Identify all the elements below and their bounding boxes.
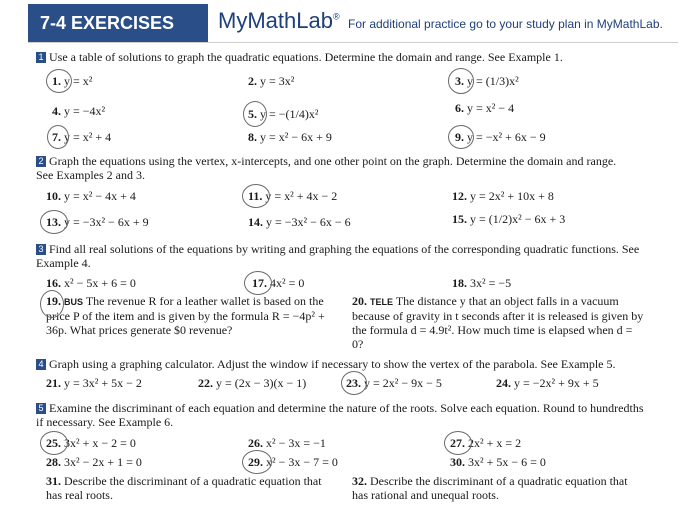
exercise-10 bbox=[46, 189, 136, 203]
page-header bbox=[28, 4, 678, 43]
equation: 3x² + 5x − 6 = 0 bbox=[468, 455, 546, 469]
exercise-8 bbox=[248, 130, 332, 144]
equation: y = 3x² bbox=[260, 74, 295, 88]
exercise-number: 5. bbox=[248, 107, 257, 121]
equation: y = −(1/4)x² bbox=[260, 107, 319, 121]
section-badge: 2 bbox=[36, 156, 46, 167]
equation: y = −x² + 6x − 9 bbox=[467, 130, 546, 144]
exercise-number: 24. bbox=[496, 376, 511, 390]
exercise-6 bbox=[455, 101, 514, 115]
exercise-20 bbox=[352, 294, 644, 351]
exercise-9 bbox=[455, 130, 546, 144]
directions-text: Graph the equations using the vertex, x-intercepts, and one other point on the graph. Determine the domain and range. See Examples 2 and 3. bbox=[36, 154, 617, 182]
exercise-21 bbox=[46, 376, 142, 390]
exercise-number: 1. bbox=[52, 74, 61, 88]
exercise-11 bbox=[248, 189, 337, 203]
section-1-directions bbox=[36, 50, 563, 64]
exercise-7 bbox=[52, 130, 111, 144]
exercise-25 bbox=[46, 436, 136, 450]
equation: 3x² = −5 bbox=[470, 276, 512, 290]
exercise-number: 21. bbox=[46, 376, 61, 390]
equation: y = (2x − 3)(x − 1) bbox=[216, 376, 307, 390]
exercise-number: 17. bbox=[252, 276, 267, 290]
directions-text: Use a table of solutions to graph the quadratic equations. Determine the domain and range. See Example 1. bbox=[49, 50, 563, 64]
exercise-30 bbox=[450, 455, 546, 469]
equation: 4x² = 0 bbox=[270, 276, 305, 290]
exercise-16 bbox=[46, 276, 136, 290]
brand-note: For additional practice go to your study plan in MyMathLab. bbox=[348, 17, 663, 31]
brand-reg: ® bbox=[332, 11, 340, 22]
equation: y = x² − 4x + 4 bbox=[64, 189, 136, 203]
equation: y = 2x² + 10x + 8 bbox=[470, 189, 554, 203]
equation: y = x² bbox=[64, 74, 93, 88]
exercise-number: 18. bbox=[452, 276, 467, 290]
section-badge: 1 bbox=[36, 52, 46, 63]
exercise-29 bbox=[248, 455, 338, 469]
exercise-12 bbox=[452, 189, 554, 203]
equation: y = x² − 6x + 9 bbox=[260, 130, 332, 144]
exercise-number: 27. bbox=[450, 436, 465, 450]
exercise-number: 13. bbox=[46, 215, 61, 229]
equation: y = 2x² − 9x − 5 bbox=[364, 376, 442, 390]
exercise-15 bbox=[452, 212, 565, 226]
exercise-14 bbox=[248, 215, 351, 229]
exercise-3 bbox=[455, 74, 519, 88]
exercise-31 bbox=[46, 474, 338, 502]
equation: 2x² + x = 2 bbox=[468, 436, 522, 450]
section-title: 7-4 EXERCISES bbox=[28, 4, 208, 42]
equation: y = −4x² bbox=[64, 104, 106, 118]
equation: y = (1/3)x² bbox=[467, 74, 519, 88]
equation: x² − 5x + 6 = 0 bbox=[64, 276, 136, 290]
equation: y = (1/2)x² − 6x + 3 bbox=[470, 212, 566, 226]
section-badge: 3 bbox=[36, 244, 46, 255]
exercise-number: 16. bbox=[46, 276, 61, 290]
exercise-number: 30. bbox=[450, 455, 465, 469]
exercise-17 bbox=[252, 276, 304, 290]
exercise-number: 12. bbox=[452, 189, 467, 203]
exercise-32 bbox=[352, 474, 644, 502]
exercise-number: 22. bbox=[198, 376, 213, 390]
topic-tag: BUS bbox=[64, 297, 84, 307]
exercise-28 bbox=[46, 455, 142, 469]
section-badge: 4 bbox=[36, 359, 46, 370]
exercise-13 bbox=[46, 215, 149, 229]
exercise-number: 4. bbox=[52, 104, 61, 118]
exercise-number: 25. bbox=[46, 436, 61, 450]
equation: y = −2x² + 9x + 5 bbox=[514, 376, 599, 390]
exercise-number: 26. bbox=[248, 436, 263, 450]
problem-text: The distance y that an object falls in a vacuum because of gravity in t seconds after it is released is given by the formula d = 4.9t². How much time is elapsed when d = 0? bbox=[352, 294, 644, 351]
section-5-directions bbox=[36, 401, 646, 429]
exercise-2 bbox=[248, 74, 294, 88]
equation: 3x² − 2x + 1 = 0 bbox=[64, 455, 142, 469]
exercise-number: 29. bbox=[248, 455, 263, 469]
exercise-26 bbox=[248, 436, 326, 450]
brand-name: MyMathLab bbox=[218, 8, 333, 33]
exercise-number: 14. bbox=[248, 215, 263, 229]
section-4-directions bbox=[36, 357, 646, 371]
exercise-number: 15. bbox=[452, 212, 467, 226]
equation: 3x² + x − 2 = 0 bbox=[64, 436, 136, 450]
exercise-number: 23. bbox=[346, 376, 361, 390]
directions-text: Find all real solutions of the equations by writing and graphing the equations of the corresponding quadratic functions. See Example 4. bbox=[36, 242, 640, 270]
exercise-number: 31. bbox=[46, 474, 61, 488]
exercise-18 bbox=[452, 276, 511, 290]
equation: y = −3x² − 6x − 6 bbox=[266, 215, 351, 229]
exercise-number: 20. bbox=[352, 294, 367, 308]
exercise-1 bbox=[52, 74, 92, 88]
equation: y = x² − 4 bbox=[467, 101, 515, 115]
problem-text: Describe the discriminant of a quadratic equation that has real roots. bbox=[46, 474, 322, 502]
exercise-4 bbox=[52, 104, 105, 118]
exercise-number: 11. bbox=[248, 189, 263, 203]
exercise-5 bbox=[248, 107, 318, 121]
section-3-directions bbox=[36, 242, 642, 270]
section-badge: 5 bbox=[36, 403, 46, 414]
brand-logo bbox=[218, 8, 340, 34]
exercise-number: 6. bbox=[455, 101, 464, 115]
section-2-directions bbox=[36, 154, 636, 182]
exercise-number: 8. bbox=[248, 130, 257, 144]
exercise-number: 7. bbox=[52, 130, 61, 144]
problem-text: Describe the discriminant of a quadratic equation that has rational and unequal roots. bbox=[352, 474, 628, 502]
exercise-number: 19. bbox=[46, 294, 61, 308]
topic-tag: TELE bbox=[370, 297, 394, 307]
problem-text: The revenue R for a leather wallet is based on the price P of the item and is given by the formula R = −4p² + 36p. What prices generate $0 revenue? bbox=[46, 294, 325, 337]
equation: y = x² + 4x − 2 bbox=[265, 189, 338, 203]
exercise-23 bbox=[346, 376, 442, 390]
directions-text: Examine the discriminant of each equation and determine the nature of the roots. Solve each equation. Round to hundredths if necessary. See Example 6. bbox=[36, 401, 644, 429]
exercise-number: 9. bbox=[455, 130, 464, 144]
exercise-22 bbox=[198, 376, 306, 390]
exercise-27 bbox=[450, 436, 521, 450]
equation: x² − 3x = −1 bbox=[266, 436, 326, 450]
exercise-19 bbox=[46, 294, 338, 337]
equation: y = 3x² + 5x − 2 bbox=[64, 376, 142, 390]
exercise-number: 3. bbox=[455, 74, 464, 88]
exercise-number: 32. bbox=[352, 474, 367, 488]
equation: y = x² + 4 bbox=[64, 130, 112, 144]
equation: x² − 3x − 7 = 0 bbox=[266, 455, 338, 469]
exercise-number: 10. bbox=[46, 189, 61, 203]
directions-text: Graph using a graphing calculator. Adjust the window if necessary to show the vertex of the parabola. See Example 5. bbox=[49, 357, 616, 371]
exercise-number: 28. bbox=[46, 455, 61, 469]
exercise-24 bbox=[496, 376, 599, 390]
equation: y = −3x² − 6x + 9 bbox=[64, 215, 149, 229]
exercise-number: 2. bbox=[248, 74, 257, 88]
